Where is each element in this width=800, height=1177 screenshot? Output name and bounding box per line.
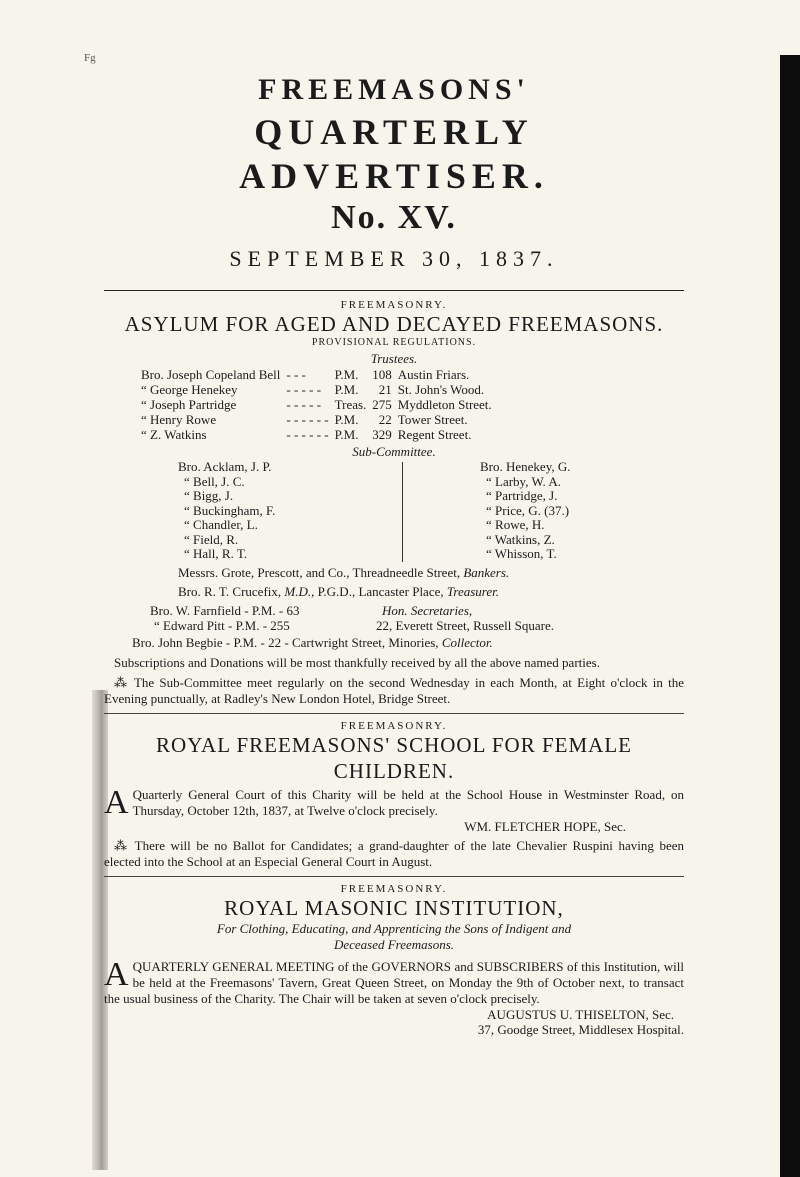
- subcommittee-member: “ Partridge, J.: [486, 488, 558, 503]
- trustee-place: Myddleton Street.: [397, 397, 492, 412]
- subcommittee-member: “ Watkins, Z.: [486, 531, 555, 547]
- trustee-dashes: - - - - - -: [286, 412, 329, 427]
- subcommittee-right-column: [480, 460, 670, 562]
- trustees-label: Trustees.: [370, 351, 418, 366]
- subcommittee-member: “ Bell, J. C.: [184, 473, 245, 489]
- subcommittee-label: Sub-Committee.: [352, 444, 436, 459]
- school-dropcap: A: [104, 784, 129, 821]
- trustee-dashes: - - -: [286, 367, 306, 382]
- school-heading: ROYAL FREEMASONS' SCHOOL FOR FEMALE CHILDREN.: [156, 733, 632, 783]
- masthead-title-2: QUARTERLY ADVERTISER.: [239, 112, 549, 196]
- trustee-lodge: 275: [372, 397, 392, 412]
- trustee-rank: P.M.: [334, 412, 359, 427]
- institution-body: QUARTERLY GENERAL MEETING of the GOVERNORS and SUBSCRIBERS of this Institution, will be held at the Freemasons' Tavern, Great Queen Street, on Monday the 9th of October next, to transact the usual business of the Charity. The Chair will be taken at seven o'clock precisely.: [104, 959, 684, 1006]
- subcommittee-member: “ Buckingham, F.: [184, 502, 276, 518]
- trustee-lodge: 329: [372, 427, 392, 442]
- institution-kicker: FREEMASONRY.: [340, 883, 448, 895]
- trustee-place: Tower Street.: [397, 412, 468, 427]
- subcommittee-member: “ Price, G. (37.): [486, 502, 570, 518]
- subcommittee-member: “ Bigg, J.: [184, 488, 234, 503]
- trustee-name: “ George Henekey: [141, 382, 238, 397]
- divider: [104, 713, 684, 714]
- trustee-row: [138, 427, 495, 442]
- institution-notice: [104, 956, 684, 1007]
- school-signature: WM. FLETCHER HOPE, Sec.: [464, 819, 626, 834]
- subcommittee-member: “ Whisson, T.: [486, 546, 557, 561]
- asylum-heading: ASYLUM FOR AGED AND DECAYED FREEMASONS.: [124, 312, 664, 336]
- trustee-rank: Treas.: [334, 397, 367, 412]
- treasurer-line: Bro. R. T. Crucefix, M.D., P.G.D., Lancaster Place, Treasurer.: [178, 584, 500, 599]
- school-body: Quarterly General Court of this Charity will be held at the School House in Westminster Road, on Thursday, October 12th, 1837, at Twelve o'clock precisely.: [132, 787, 684, 818]
- institution-subtitle-1: For Clothing, Educating, and Apprenticing the Sons of Indigent and: [216, 921, 572, 936]
- corner-mark: Fg: [84, 52, 96, 64]
- scan-edge-bar: [780, 55, 800, 1177]
- subcommittee-member: Bro. Acklam, J. P.: [178, 459, 272, 474]
- trustee-rank: P.M.: [334, 367, 359, 382]
- subscriptions-note: Subscriptions and Donations will be most thankfully received by all the above named parties.: [114, 655, 600, 670]
- divider: [104, 290, 684, 291]
- subcommittee-member: “ Field, R.: [184, 531, 239, 547]
- secretary-2-address: 22, Everett Street, Russell Square.: [376, 618, 554, 633]
- bankers-line: Messrs. Grote, Prescott, and Co., Threadneedle Street, Bankers.: [178, 565, 510, 580]
- trustee-row: [138, 367, 495, 382]
- trustee-name: “ Henry Rowe: [141, 412, 217, 427]
- issue-number: No. XV.: [331, 199, 457, 236]
- asylum-kicker: FREEMASONRY.: [340, 299, 448, 311]
- institution-dropcap: A: [104, 956, 129, 993]
- subcommittee-member: “ Hall, R. T.: [184, 546, 248, 561]
- trustee-place: St. John's Wood.: [397, 382, 485, 397]
- trustee-lodge: 21: [378, 382, 392, 397]
- trustees-table: [138, 367, 495, 442]
- institution-address: 37, Goodge Street, Middlesex Hospital.: [477, 1022, 684, 1037]
- secretary-2: “ Edward Pitt - P.M. - 255: [154, 618, 290, 633]
- trustee-dashes: - - - - -: [286, 397, 322, 412]
- trustee-name: Bro. Joseph Copeland Bell: [141, 367, 281, 382]
- trustee-dashes: - - - - -: [286, 382, 322, 397]
- column-divider: [402, 462, 403, 562]
- subcommittee-left-column: [178, 460, 398, 562]
- trustee-lodge: 108: [372, 367, 392, 382]
- secretaries-block: [150, 603, 684, 633]
- trustee-row: [138, 397, 495, 412]
- subcommittee-list: [104, 460, 684, 565]
- secretaries-role: Hon. Secretaries,: [382, 603, 473, 618]
- trustee-row: [138, 412, 495, 427]
- school-note: ⁂ There will be no Ballot for Candidates; a grand-daughter of the late Chevalier Ruspini having been elected into the School at an Especial General Court in August.: [104, 838, 684, 869]
- secretary-1: Bro. W. Farnfield - P.M. - 63: [150, 603, 300, 618]
- trustee-dashes: - - - - - -: [286, 427, 329, 442]
- trustee-name: “ Z. Watkins: [141, 427, 207, 442]
- issue-date: SEPTEMBER 30, 1837.: [229, 246, 559, 271]
- meeting-note: ⁂ The Sub-Committee meet regularly on the second Wednesday in each Month, at Eight o'clock in the Evening punctually, at Radley's New London Hotel, Bridge Street.: [104, 675, 684, 706]
- institution-subtitle-2: Deceased Freemasons.: [333, 937, 455, 952]
- subcommittee-member: Bro. Henekey, G.: [480, 459, 571, 474]
- subcommittee-member: “ Chandler, L.: [184, 517, 258, 532]
- institution-signature: AUGUSTUS U. THISELTON, Sec.: [487, 1007, 674, 1022]
- subcommittee-member: “ Larby, W. A.: [486, 473, 561, 489]
- trustee-rank: P.M.: [334, 427, 359, 442]
- school-kicker: FREEMASONRY.: [340, 720, 448, 732]
- institution-heading: ROYAL MASONIC INSTITUTION,: [224, 896, 564, 920]
- school-notice: [104, 784, 684, 821]
- divider: [104, 876, 684, 877]
- collector-line: Bro. John Begbie - P.M. - 22 - Cartwright Street, Minories, Collector.: [132, 635, 493, 650]
- trustee-place: Austin Friars.: [397, 367, 470, 382]
- asylum-subheading: PROVISIONAL REGULATIONS.: [311, 337, 477, 348]
- trustee-lodge: 22: [378, 412, 392, 427]
- masthead-title-1: FREEMASONS': [258, 73, 530, 106]
- trustee-name: “ Joseph Partridge: [141, 397, 237, 412]
- trustee-row: [138, 382, 495, 397]
- document-content: [104, 62, 684, 1037]
- trustee-rank: P.M.: [334, 382, 359, 397]
- subcommittee-member: “ Rowe, H.: [486, 517, 545, 532]
- trustee-place: Regent Street.: [397, 427, 472, 442]
